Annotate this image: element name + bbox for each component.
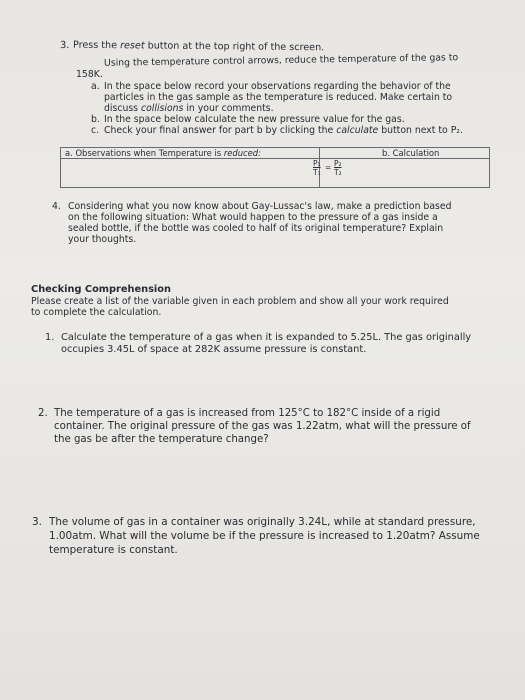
formula-p2: P₂ [334, 159, 342, 168]
q3a-line3: discuss collisions in your comments. [104, 103, 274, 114]
p1-line: occupies 3.45L of space at 282K assume pressure is constant. [61, 344, 367, 355]
observations-header: a. Observations when Temperature is reduced: [61, 148, 320, 159]
checking-intro: Please create a list of the variable given in each problem and show all your work required [31, 296, 449, 307]
formula-equals: = [325, 163, 332, 172]
q4-number: 4. [52, 201, 61, 212]
q3a-line1: In the space below record your observations regarding the behavior of the [104, 81, 451, 92]
observations-table [60, 147, 490, 188]
p3-number: 3. [32, 516, 42, 528]
checking-heading: Checking Comprehension [31, 284, 171, 295]
q3a-label: a. [91, 81, 100, 92]
q4-line: Considering what you now know about Gay-Lussac's law, make a prediction based [68, 201, 452, 212]
q3-line3: 158K. [76, 69, 103, 80]
q3-number: 3. [59, 39, 70, 52]
observations-cell [61, 159, 320, 188]
formula-t1: T₁ [313, 168, 321, 177]
q3b-text: In the space below calculate the new pressure value for the gas. [104, 114, 405, 125]
q3-line1: Press the reset button at the top right of the screen. [72, 39, 325, 54]
p2-number: 2. [38, 408, 48, 419]
p2-line: the gas be after the temperature change? [54, 434, 269, 445]
q4-line: sealed bottle, if the bottle was cooled to half of its original temperature? Explain [68, 223, 444, 234]
q3-line2: Using the temperature control arrows, reduce the temperature of the gas to [103, 52, 459, 69]
formula-p1: P₁ [313, 159, 321, 168]
p3-line: 1.00atm. What will the volume be if the pressure is increased to 1.20atm? Assume [49, 530, 480, 542]
p3-line: The volume of gas in a container was originally 3.24L, while at standard pressure, [49, 516, 476, 528]
q3b-label: b. [91, 114, 100, 125]
q4-line: on the following situation: What would happen to the pressure of a gas inside a [68, 212, 438, 223]
q4-line: your thoughts. [68, 234, 137, 245]
q3a-line2: particles in the gas sample as the temperature is reduced. Make certain to [104, 92, 453, 103]
p2-line: container. The original pressure of the gas was 1.22atm, what will the pressure of [54, 421, 471, 432]
calculation-cell [320, 159, 490, 188]
p3-line: temperature is constant. [49, 544, 178, 556]
p2-line: The temperature of a gas is increased from 125°C to 182°C inside of a rigid [54, 408, 441, 419]
calculation-header: b. Calculation [320, 148, 490, 159]
formula-t2: T₂ [334, 168, 342, 177]
q3c-text: Check your final answer for part b by clicking the calculate button next to P₂. [104, 125, 463, 136]
p1-number: 1. [45, 332, 55, 343]
p1-line: Calculate the temperature of a gas when it is expanded to 5.25L. The gas originally [61, 332, 472, 343]
checking-intro: to complete the calculation. [31, 307, 162, 318]
q3c-label: c. [91, 125, 100, 136]
